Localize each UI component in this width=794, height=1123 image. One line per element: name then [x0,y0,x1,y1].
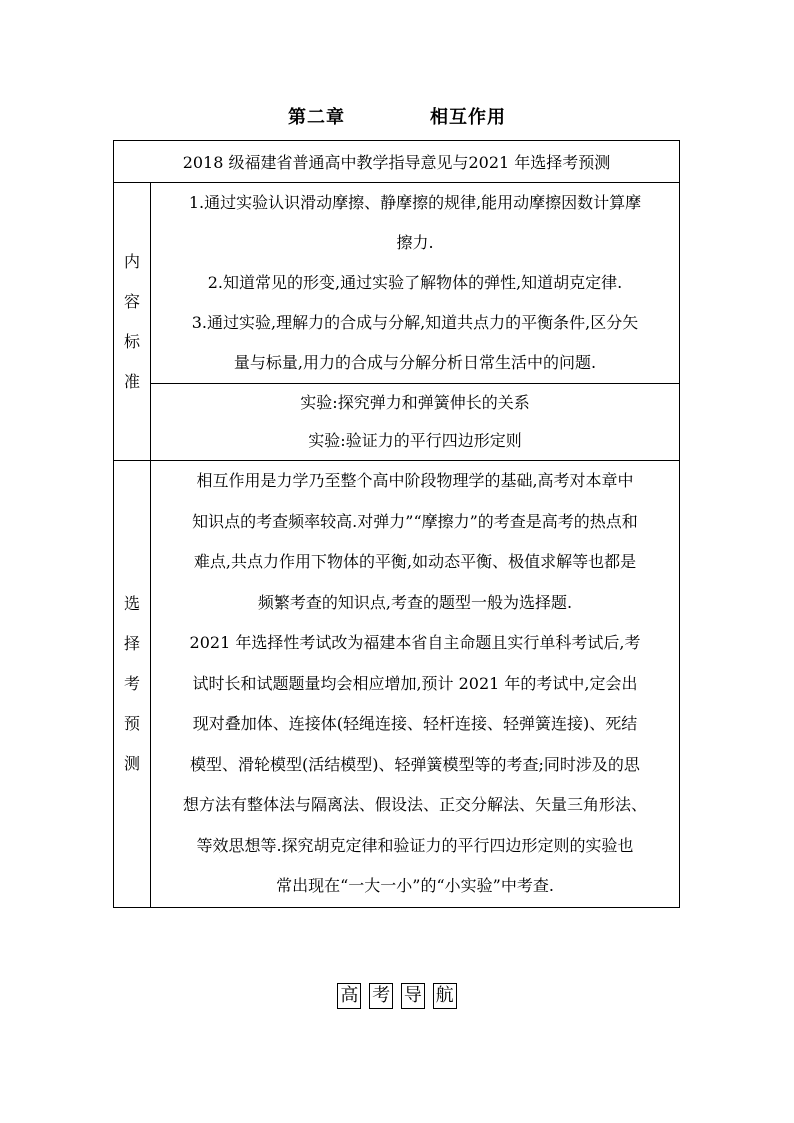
content-standard-label [114,183,151,461]
text-line: 相互作用是力学乃至整个高中阶段物理学的基础,高考对本章中 [196,471,634,490]
text-line: 3.通过实验,理解力的合成与分解,知道共点力的平衡条件,区分矢 [191,313,639,332]
text-line: 试时长和试题题量均会相应增加,预计 2021 年的考试中,定会出 [192,673,638,693]
experiment-row [114,384,680,461]
experiment-list [151,384,680,461]
label-char: 预 [123,713,140,733]
label-char: 选 [123,593,140,613]
boxed-char: 导 [401,983,425,1009]
text-line: 想方法有整体法与隔离法、假设法、正交分解法、矢量三角形法、 [182,795,647,814]
table-header: 2018 级福建省普通高中教学指导意见与2021 年选择考预测 [114,141,680,183]
text-line: 常出现在“一大一小”的“小实验”中考查. [276,876,554,895]
experiment-item: 实验:探究弹力和弹簧伸长的关系 [300,393,530,412]
table-header-row [114,141,680,183]
exam-prediction-label [114,461,151,908]
text-line: 模型、滑轮模型(活结模型)、轻弹簧模型等的考查;同时涉及的思 [190,754,640,774]
label-char: 标 [123,331,140,351]
text-line: 频繁考查的知识点,考查的题型一般为选择题. [257,592,573,612]
guidance-table [113,140,680,908]
text-line: 2021 年选择性考试改为福建本省自主命题且实行单科考试后,考 [189,633,641,652]
text-line: 知识点的考查频率较高.对弹力”“摩擦力”的考查是高考的热点和 [192,511,638,531]
text-line: 现对叠加体、连接体(轻绳连接、轻杆连接、轻弹簧连接)、死结 [192,714,638,733]
label-char: 容 [123,291,140,311]
text-line: 难点,共点力作用下物体的平衡,如动态平衡、极值求解等也都是 [193,552,637,571]
boxed-char: 航 [433,983,457,1009]
text-line: 量与标量,用力的合成与分解分析日常生活中的问题. [233,353,597,372]
boxed-char: 考 [369,983,393,1009]
label-char: 内 [123,251,140,271]
footer-nav-heading [0,983,794,1009]
text-line: 2.知道常见的形变,通过实验了解物体的弹性,知道胡克定律. [207,273,623,292]
boxed-char: 高 [337,983,361,1009]
experiment-item: 实验:验证力的平行四边形定则 [308,431,522,450]
exam-prediction-row [114,461,680,908]
label-char: 准 [123,371,140,391]
text-line: 1.通过实验认识滑动摩擦、静摩擦的规律,能用动摩擦因数计算摩 [188,193,642,212]
content-standard-text [151,183,680,384]
label-char: 测 [123,753,140,773]
text-line: 擦力. [396,233,434,252]
content-standard-row [114,183,680,384]
text-line: 等效思想等.探究胡克定律和验证力的平行四边形定则的实验也 [196,835,634,855]
exam-prediction-text [151,461,680,908]
label-char: 择 [123,633,140,653]
page-title: 第二章 相互作用 [287,107,507,128]
label-char: 考 [123,673,140,693]
